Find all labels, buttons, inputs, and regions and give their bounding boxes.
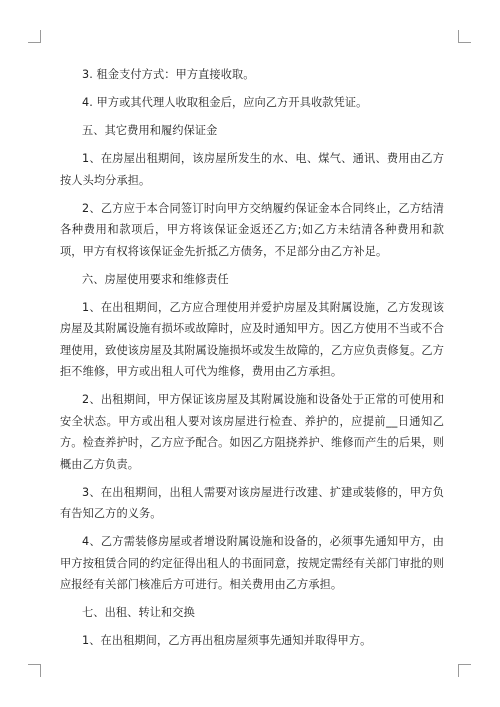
crop-mark-bottom-left — [28, 664, 41, 677]
section-heading-sublet-transfer: 七、出租、转让和交换 — [82, 606, 195, 619]
crop-mark-top-right — [458, 30, 471, 43]
clause-tenant-renovation: 4、乙方需装修房屋或者增设附属设施和设备的，必须事先通知甲方，由甲方按租赁合同的约定征得出租人的书面同意，按规定需经有关部门审批的则应报经有关部门核准后方可进行。相关费用由乙方承担。 — [60, 535, 444, 591]
clause-sublet: 1、在出租期间，乙方再出租房屋须事先通知并取得甲方。 — [82, 634, 372, 647]
clause-renovation-notice: 3、在出租期间，出租人需要对该房屋进行改建、扩建或装修的，甲方负有告知乙方的义务。 — [60, 485, 444, 520]
crop-mark-bottom-right — [458, 664, 471, 677]
clause-utility-fees: 1、在房屋出租期间，该房屋所发生的水、电、煤气、通讯、费用由乙方按人头均分承担。 — [60, 152, 444, 187]
document-page — [60, 64, 444, 658]
clause-rent-receipt: 4. 甲方或其代理人收取租金后，应向乙方开具收款凭证。 — [82, 96, 368, 109]
clause-proper-use: 1、在出租期间，乙方应合理使用并爱护房屋及其附属设施，乙方发现该房屋及其附属设施有损坏或故障时，应及时通知甲方。因乙方使用不当或不合理使用，致使该房屋及其附属设施损坏或发生故障的，乙方应负责修复。乙方拒不维修，甲方或出租人可代为维修，费用由乙方承担。 — [60, 300, 444, 378]
clause-performance-deposit: 2、乙方应于本合同签订时向甲方交纳履约保证金本合同终止，乙方结清各种费用和款项后，甲方将该保证金返还乙方;如乙方未结清各种费用和款项，甲方有权将该保证金先折抵乙方债务，不足部分由乙方补足。 — [60, 201, 444, 258]
clause-landlord-maintenance: 2、出租期间，甲方保证该房屋及其附属设施和设备处于正常的可使用和安全状态。甲方或出租人要对该房屋进行检查、养护的，应提前__日通知乙方。检查养护时，乙方应予配合。如因乙方阻挠养护、维修而产生的后果，则概由乙方负责。 — [60, 393, 444, 471]
section-heading-usage-maintenance: 六、房屋使用要求和维修责任 — [82, 272, 229, 286]
section-heading-fees-deposit: 五、其它费用和履约保证金 — [82, 124, 218, 137]
clause-rent-payment-method: 3. 租金支付方式：甲方直接收取。 — [82, 68, 255, 81]
crop-mark-top-left — [28, 30, 41, 43]
